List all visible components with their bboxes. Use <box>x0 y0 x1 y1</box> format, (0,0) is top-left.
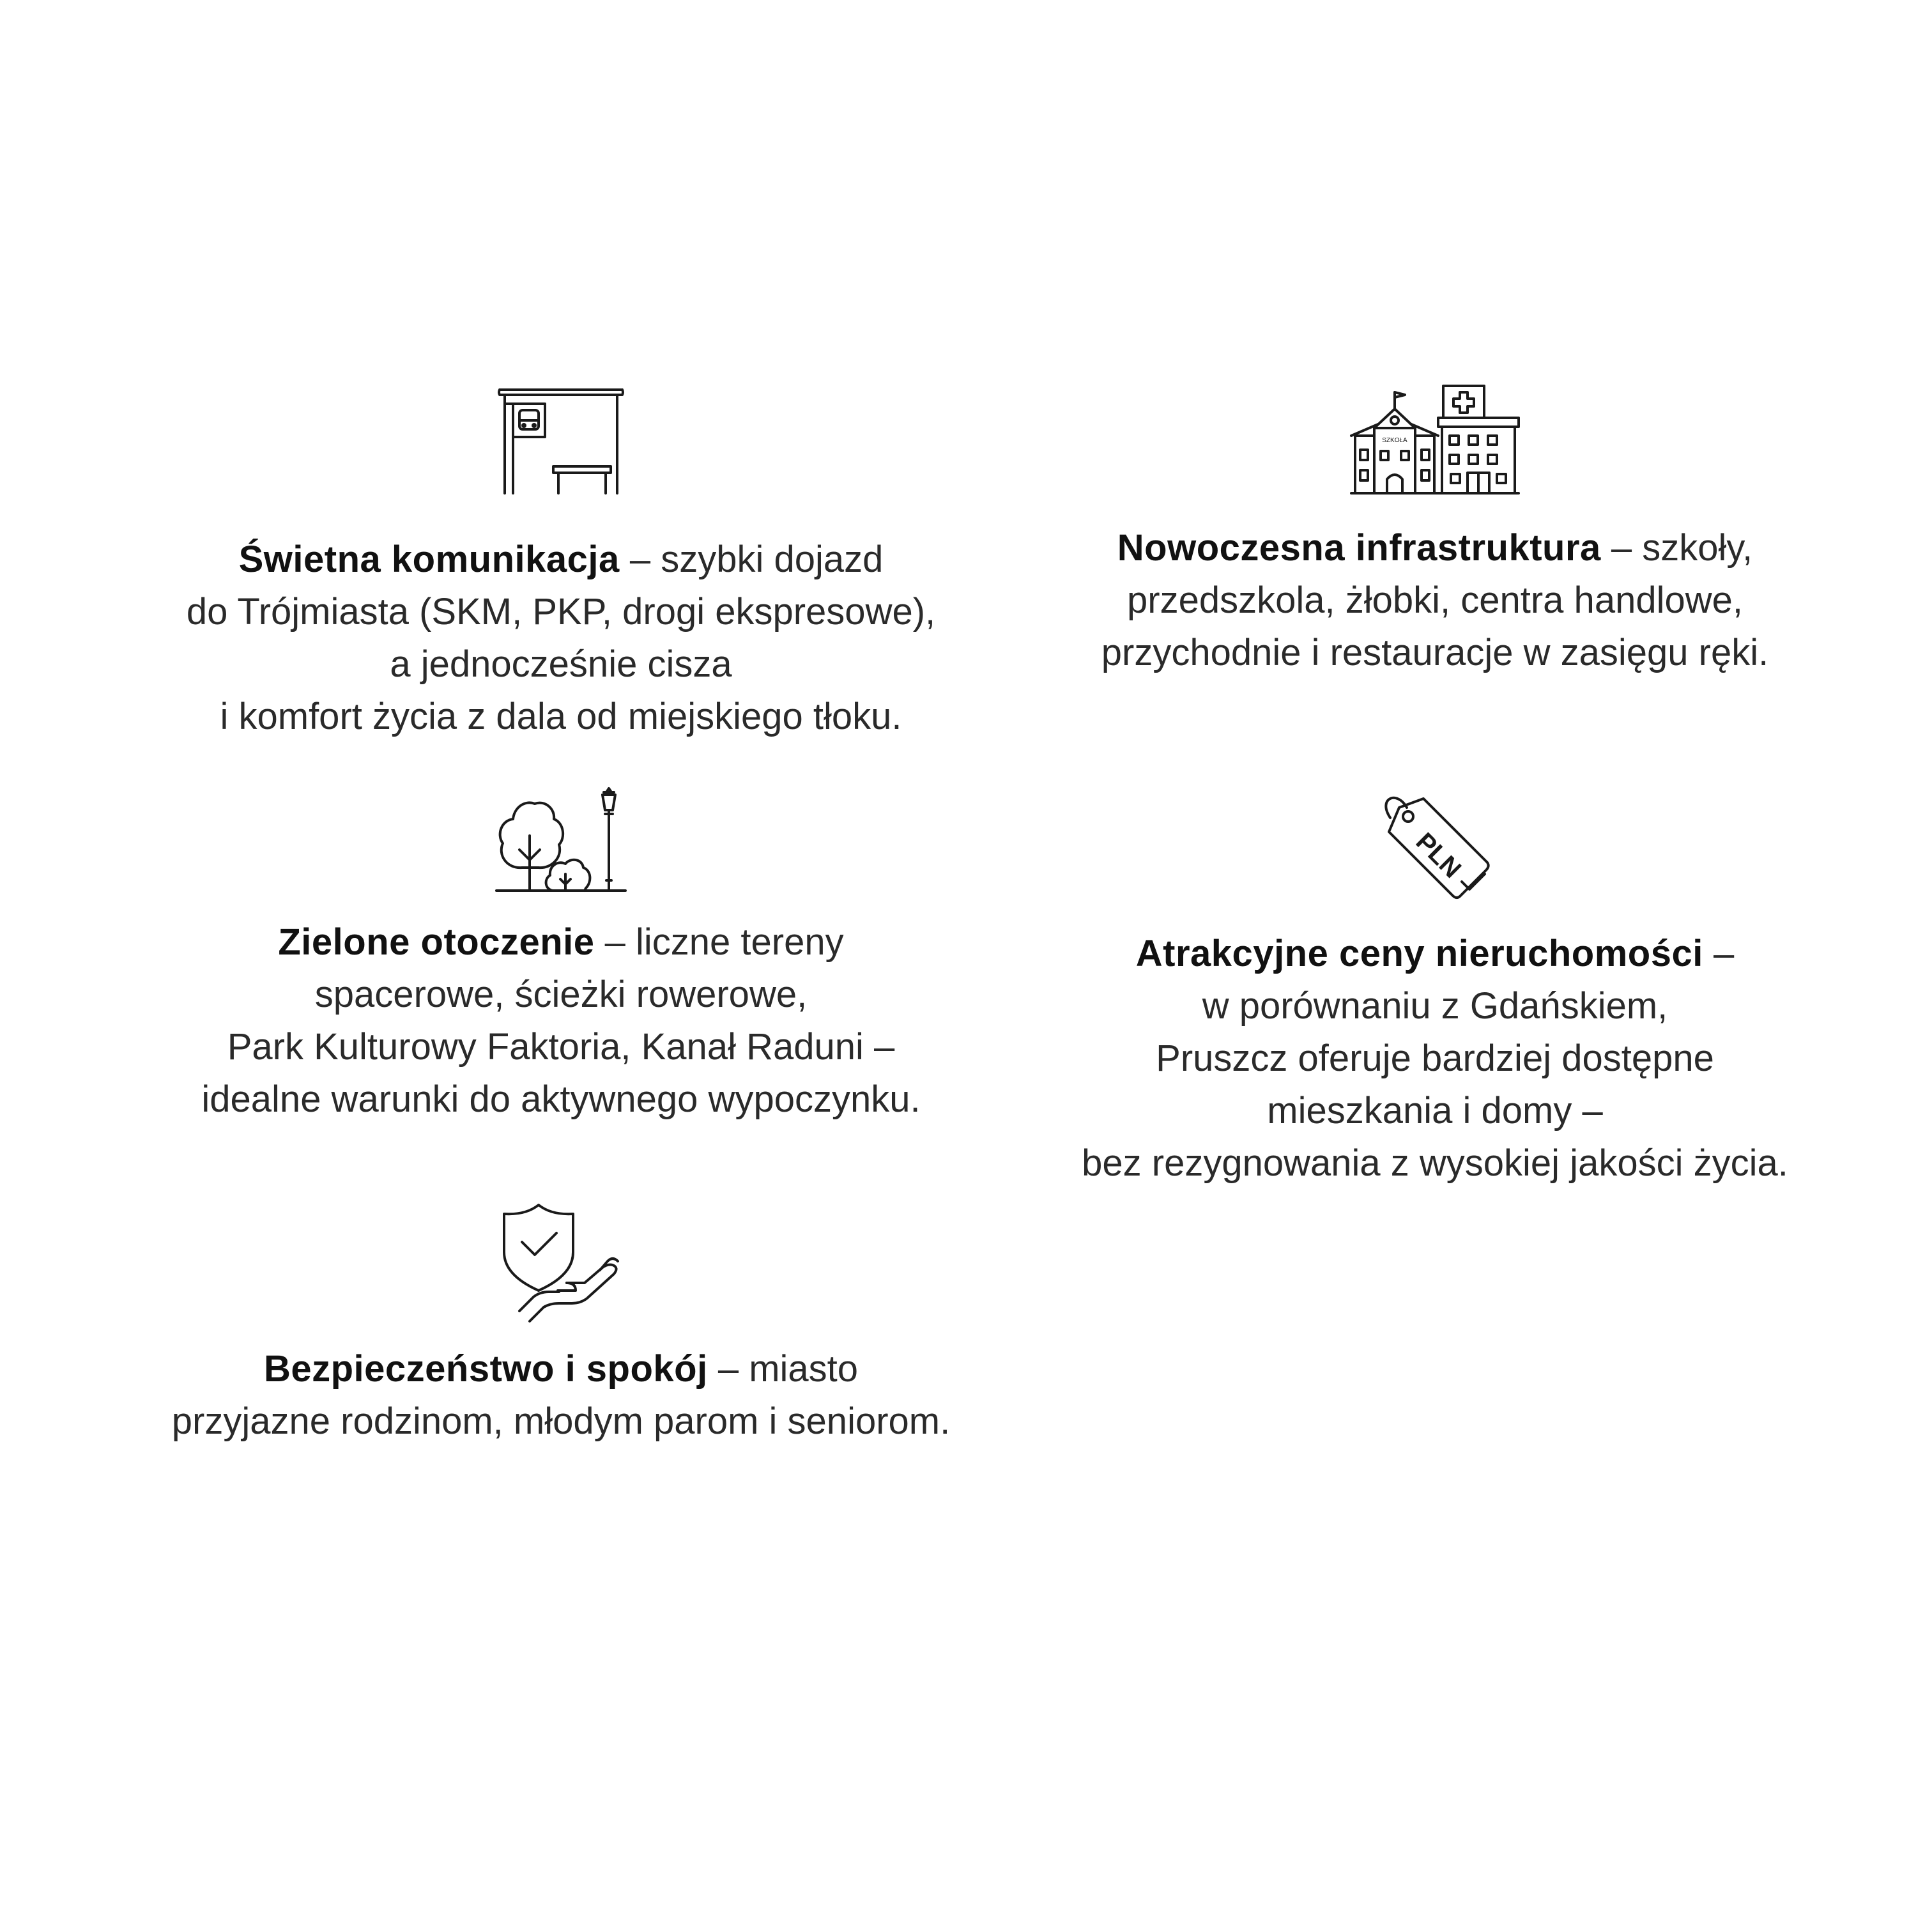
feature-green-surroundings <box>146 785 976 1126</box>
feature-infrastructure <box>1020 383 1850 679</box>
feature-title: Nowoczesna infrastruktura <box>1117 527 1601 569</box>
feature-prices-text: Atrakcyjne ceny nieruchomości – w porównaniu z Gdańskiem, Pruszcz oferuje bardziej dostępne mieszkania i domy – bez rezygnowania z wysokiej jakości życia. <box>1082 933 1788 1184</box>
feature-title: Bezpieczeństwo i spokój <box>263 1348 708 1390</box>
feature-communication <box>146 383 976 743</box>
school-hospital-icon <box>1020 383 1850 495</box>
bus-stop-icon <box>146 383 976 495</box>
school-label: SZKOŁA <box>1382 437 1407 444</box>
price-tag-icon <box>1020 792 1850 901</box>
shield-hand-icon <box>146 1201 976 1322</box>
feature-communication-text: Świetna komunikacja – szybki dojazd do Trójmiasta (SKM, PKP, drogi ekspresowe), a jednocześnie cisza i komfort życia z dala od miejskiego tłoku. <box>186 539 936 737</box>
feature-green-text: Zielone otoczenie – liczne tereny spacerowe, ścieżki rowerowe, Park Kulturowy Faktoria, Kanał Raduni – idealne warunki do aktywnego wypoczynku. <box>201 921 921 1120</box>
feature-attractive-prices <box>1020 792 1850 1190</box>
feature-title: Zielone otoczenie <box>278 921 595 963</box>
feature-safety-text: Bezpieczeństwo i spokój – miasto przyjazne rodzinom, młodym parom i seniorom. <box>171 1348 951 1442</box>
feature-infrastructure-text: Nowoczesna infrastruktura – szkoły, przedszkola, żłobki, centra handlowe, przychodnie i restauracje w zasięgu ręki. <box>1101 527 1769 673</box>
park-trees-lamp-icon <box>146 785 976 893</box>
feature-title: Atrakcyjne ceny nieruchomości <box>1135 933 1703 974</box>
feature-title: Świetna komunikacja <box>238 539 620 580</box>
pln-label: PLN <box>1410 827 1467 884</box>
feature-safety <box>146 1201 976 1448</box>
